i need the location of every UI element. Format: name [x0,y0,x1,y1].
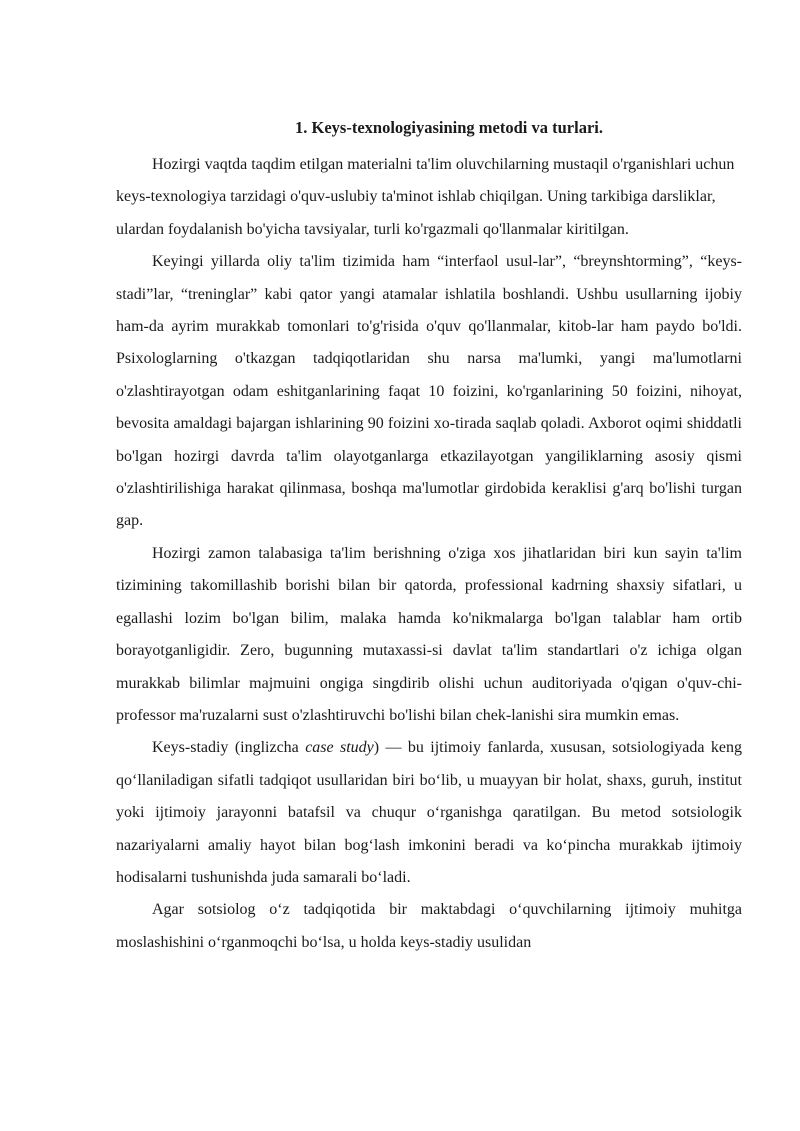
paragraph-student: Hozirgi zamon talabasiga ta'lim berishning o'ziga xos jihatlaridan biri kun sayin ta'lim tizimining takomillashib borishi bilan bir qatorda, professional kadrning shaxsiy sifatlari, u egallashi lozim bo'lgan bilim, malaka hamda ko'nikmalarga bo'lgan talablar ham ortib borayotganligidir. Zero, bugunning mutaxassi-si davlat ta'lim standartlari o'z ichiga olgan murakkab bilimlar majmuini ongiga singdirib olishi uchun auditoriyada o'qigan o'quv-chi-professor ma'ruzalarni sust o'zlashtiruvchi bo'lishi bilan chek-lanishi sira mumkin emas. [116,544,742,724]
paragraph-intro: Hozirgi vaqtda taqdim etilgan materialni ta'lim oluvchilarning mustaqil o'rganishlari uchun keys-texnologiya tarzidagi o'quv-uslubiy ta'minot ishlab chiqilgan. Uning tarkibiga darsliklar, ulardan foydalanish bo'yicha tavsiyalar, turli ko'rgazmali qo'llanmalar kiritilgan. [116,156,735,238]
paragraph-terms: Keyingi yillarda oliy ta'lim tizimida ham “interfaol usul-lar”, “breynshtorming”, “keys-stadi”lar, “treninglar” kabi qator yangi atamalar ishlatila boshlandi. Ushbu usullarning ijobiy ham-da ayrim murakkab tomonlari to'g'risida o'quv qo'llanmalar, kitob-lar ham paydo bo'ldi. Psixologlarning o'tkazgan tadqiqotlaridan shu narsa ma'lumki, yangi ma'lumotlarni o'zlashtirayotgan odam eshitganlarining faqat 10 foizini, ko'rganlarining 50 foizini, nihoyat, bevosita amaldagi bajargan ishlarining 90 foizini xo-tirada saqlab qoladi. Axborot oqimi shiddatli bo'lgan hozirgi davrda ta'lim olayotganlarga etkazilayotgan yangiliklarning asosiy qismi o'zlashtirilishiga harakat qilinmasa, boshqa ma'lumotlar girdobida keraklisi g'arq bo'lishi turgan gap. [116,253,742,530]
case-study-text-start: Keys-stadiy (inglizcha [152,739,306,757]
section-title: 1. Keys-texnologiyasining metodi va turlari. [295,118,603,137]
case-study-text-end: ) — bu ijtimoiy fanlarda, xususan, sotsiologiyada keng qo‘llaniladigan sifatli tadqiqot usullaridan biri bo‘lib, u muayyan bir holat, shaxs, guruh, institut yoki ijtimoiy jarayonni batafsil va chuqur o‘rganishga qaratilgan. Bu metod sotsiologik nazariyalarni amaliy hayot bilan bog‘lash imkonini beradi va ko‘pincha murakkab ijtimoiy hodisalarni tushunishda juda samarali bo‘ladi. [116,739,743,886]
case-study-italic-term: case study [305,739,374,757]
paragraph-sociologist: Agar sotsiolog o‘z tadqiqotida bir maktabdagi o‘quvchilarning ijtimoiy muhitga moslashishini o‘rganmoqchi bo‘lsa, u holda keys-stadiy usulidan [116,901,742,951]
document-body [116,115,742,959]
paragraph-case-study [116,732,742,894]
